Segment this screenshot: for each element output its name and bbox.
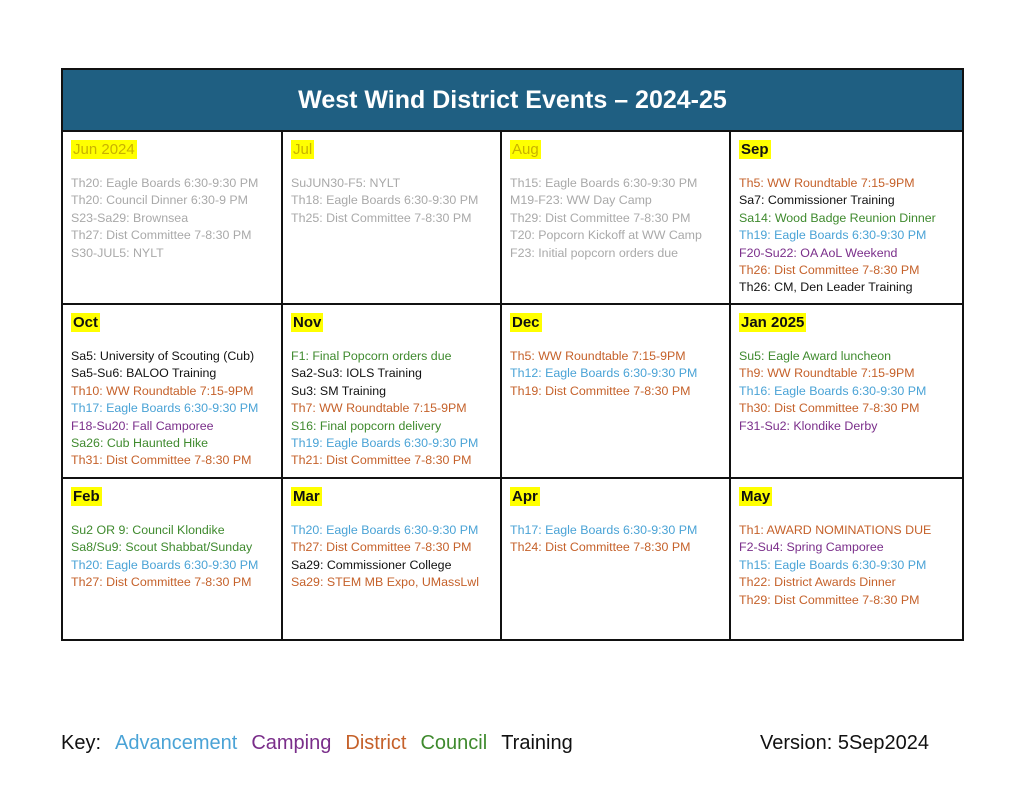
event-item: S16: Final popcorn delivery [291,418,442,433]
event-item: Sa29: Commissioner College [291,557,452,572]
event-item: SuJUN30-F5: NYLT [291,176,401,190]
event-list [71,175,281,262]
event-item: Th24: Dist Committee 7-8:30 PM [510,540,691,555]
event-item: Th20: Council Dinner 6:30-9 PM [71,193,248,208]
event-item: Su2 OR 9: Council Klondike [71,523,225,537]
event-item: Th26: CM, Den Leader Training [739,280,913,295]
key-item-district: District [345,732,407,754]
event-item: Th15: Eagle Boards 6:30-9:30 PM [510,176,698,190]
event-item: Th27: Dist Committee 7-8:30 PM [291,540,472,555]
event-item: Th29: Dist Committee 7-8:30 PM [739,592,920,607]
month-label: Jul [293,141,313,158]
event-item: Th29: Dist Committee 7-8:30 PM [510,210,691,225]
month-cell [502,132,731,305]
calendar-title: West Wind District Events – 2024-25 [63,70,962,132]
event-item: Th19: Eagle Boards 6:30-9:30 PM [291,436,479,451]
month-label: Nov [293,314,322,331]
event-item: Su5: Eagle Award luncheon [739,349,892,363]
event-item: Sa2-Su3: IOLS Training [291,366,422,381]
month-cell [283,305,502,479]
event-item: Th27: Dist Committee 7-8:30 PM [71,228,252,243]
event-item: Th15: Eagle Boards 6:30-9:30 PM [739,557,927,572]
event-item: Th22: District Awards Dinner [739,575,896,590]
month-cell [502,305,731,479]
event-list [71,522,281,592]
event-list [739,522,962,609]
event-item: Th17: Eagle Boards 6:30-9:30 PM [71,401,259,416]
key-item-training: Training [501,732,573,754]
event-item: Sa26: Cub Haunted Hike [71,436,209,451]
event-list [291,348,500,470]
event-list [510,522,729,557]
event-item: S23-Sa29: Brownsea [71,210,189,225]
event-item: Sa5-Su6: BALOO Training [71,366,217,381]
event-item: Sa8/Su9: Scout Shabbat/Sunday [71,540,253,555]
event-item: Th7: WW Roundtable 7:15-9PM [291,401,467,416]
event-item: Th26: Dist Committee 7-8:30 PM [739,263,920,278]
event-list [291,175,500,227]
event-item: Sa14: Wood Badge Reunion Dinner [739,210,936,225]
month-label: Aug [512,141,539,158]
month-label: Apr [512,488,538,505]
event-item: Th9: WW Roundtable 7:15-9PM [739,366,915,381]
month-label: Sep [741,141,769,158]
month-cell [502,479,731,639]
month-cell [63,305,283,479]
events-calendar [61,68,964,641]
event-item: Sa7: Commissioner Training [739,193,895,208]
month-grid [63,132,962,639]
month-label: Mar [293,488,320,505]
event-item: Th30: Dist Committee 7-8:30 PM [739,401,920,416]
event-item: Th20: Eagle Boards 6:30-9:30 PM [71,176,259,190]
month-label: May [741,488,771,505]
event-list [510,175,729,262]
key-item-camping: Camping [251,732,332,754]
month-cell [731,132,962,305]
event-item: S30-JUL5: NYLT [71,245,164,260]
key-label: Key: [61,732,102,754]
event-item: Th18: Eagle Boards 6:30-9:30 PM [291,193,479,208]
event-item: Th31: Dist Committee 7-8:30 PM [71,453,252,468]
event-list [739,348,962,435]
event-item: Su3: SM Training [291,383,387,398]
event-item: F23: Initial popcorn orders due [510,245,679,260]
event-item: Sa5: University of Scouting (Cub) [71,349,255,363]
event-list [71,348,281,470]
event-item: Th17: Eagle Boards 6:30-9:30 PM [510,523,698,537]
event-item: F31-Su2: Klondike Derby [739,418,878,433]
color-key [61,732,573,755]
event-item: Th10: WW Roundtable 7:15-9PM [71,383,254,398]
month-label: Oct [73,314,99,331]
key-item-advancement: Advancement [115,732,238,754]
key-item-council: Council [420,732,488,754]
event-list [510,348,729,400]
month-cell [731,305,962,479]
month-cell [63,132,283,305]
month-cell [731,479,962,639]
event-item: Th20: Eagle Boards 6:30-9:30 PM [291,523,479,537]
month-cell [283,479,502,639]
event-item: Th21: Dist Committee 7-8:30 PM [291,453,472,468]
month-cell [283,132,502,305]
event-item: Th1: AWARD NOMINATIONS DUE [739,523,932,537]
event-item: Th16: Eagle Boards 6:30-9:30 PM [739,383,927,398]
event-item: Th19: Eagle Boards 6:30-9:30 PM [739,228,927,243]
event-item: Th20: Eagle Boards 6:30-9:30 PM [71,557,259,572]
event-item: M19-F23: WW Day Camp [510,193,652,208]
event-item: F18-Su20: Fall Camporee [71,418,214,433]
event-item: Th12: Eagle Boards 6:30-9:30 PM [510,366,698,381]
event-list [291,522,500,592]
event-item: T20: Popcorn Kickoff at WW Camp [510,228,702,243]
month-label: Feb [73,488,100,505]
month-cell [63,479,283,639]
event-item: F2-Su4: Spring Camporee [739,540,884,555]
event-list [739,175,962,297]
event-item: Th5: WW Roundtable 7:15-9PM [739,176,915,190]
event-item: Th25: Dist Committee 7-8:30 PM [291,210,472,225]
event-item: Th19: Dist Committee 7-8:30 PM [510,383,691,398]
event-item: Th27: Dist Committee 7-8:30 PM [71,575,252,590]
event-item: F1: Final Popcorn orders due [291,349,452,363]
month-label: Dec [512,314,540,331]
event-item: Sa29: STEM MB Expo, UMassLwl [291,575,479,590]
month-label: Jan 2025 [741,314,805,331]
event-item: F20-Su22: OA AoL Weekend [739,245,898,260]
version-label: Version: 5Sep2024 [760,732,930,754]
month-label: Jun 2024 [73,141,135,158]
event-item: Th5: WW Roundtable 7:15-9PM [510,349,686,363]
